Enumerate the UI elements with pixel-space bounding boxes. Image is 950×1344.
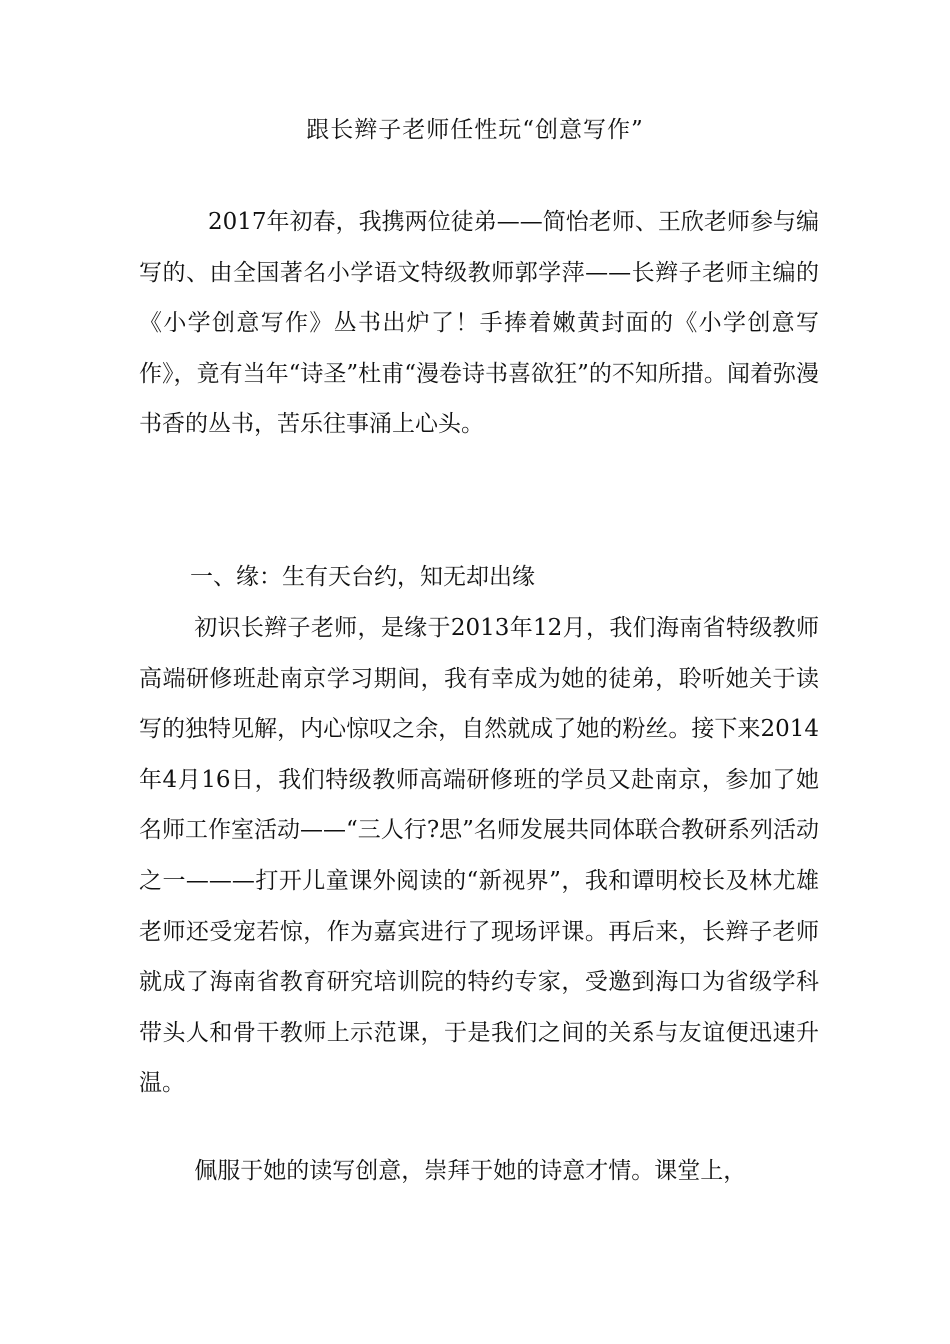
paragraph-continued: 佩服于她的读写创意，崇拜于她的诗意才情。课堂上，	[194, 1158, 747, 1184]
paragraph-body: 初识长辫子老师，是缘于2013年12月，我们海南省特级教师高端研修班赴南京学习期间，我有幸成为她的徒弟，聆听她关于读写的独特见解，内心惊叹之余，自然就成了她的粉丝。接下来2014年4月16日，我们特级教师高端研修班的学员又赴南京，参加了她名师工作室活动——“三人行?思”名师发展共同体联合教研系列活动之一———打开儿童课外阅读的“新视界”，我和谭明校长及林尤雄老师还受宠若惊，作为嘉宾进行了现场评课。再后来，长辫子老师就成了海南省教育研究培训院的特约专家，受邀到海口为省级学科带头人和骨干教师上示范课，于是我们之间的关系与友谊便迅速升温。	[139, 615, 819, 1097]
section-heading: 一、缘：生有天台约，知无却出缘	[190, 564, 535, 590]
document-title: 跟长辫子老师任性玩“创意写作”	[306, 117, 644, 143]
paragraph-intro: 2017年初春，我携两位徒弟——简怡老师、王欣老师参与编写的、由全国著名小学语文特级教师郭学萍——长辫子老师主编的《小学创意写作》丛书出炉了！手捧着嫩黄封面的《小学创意写作》，竟有当年“诗圣”杜甫“漫卷诗书喜欲狂”的不知所措。闻着弥漫书香的丛书，苦乐往事涌上心头。	[139, 209, 819, 438]
